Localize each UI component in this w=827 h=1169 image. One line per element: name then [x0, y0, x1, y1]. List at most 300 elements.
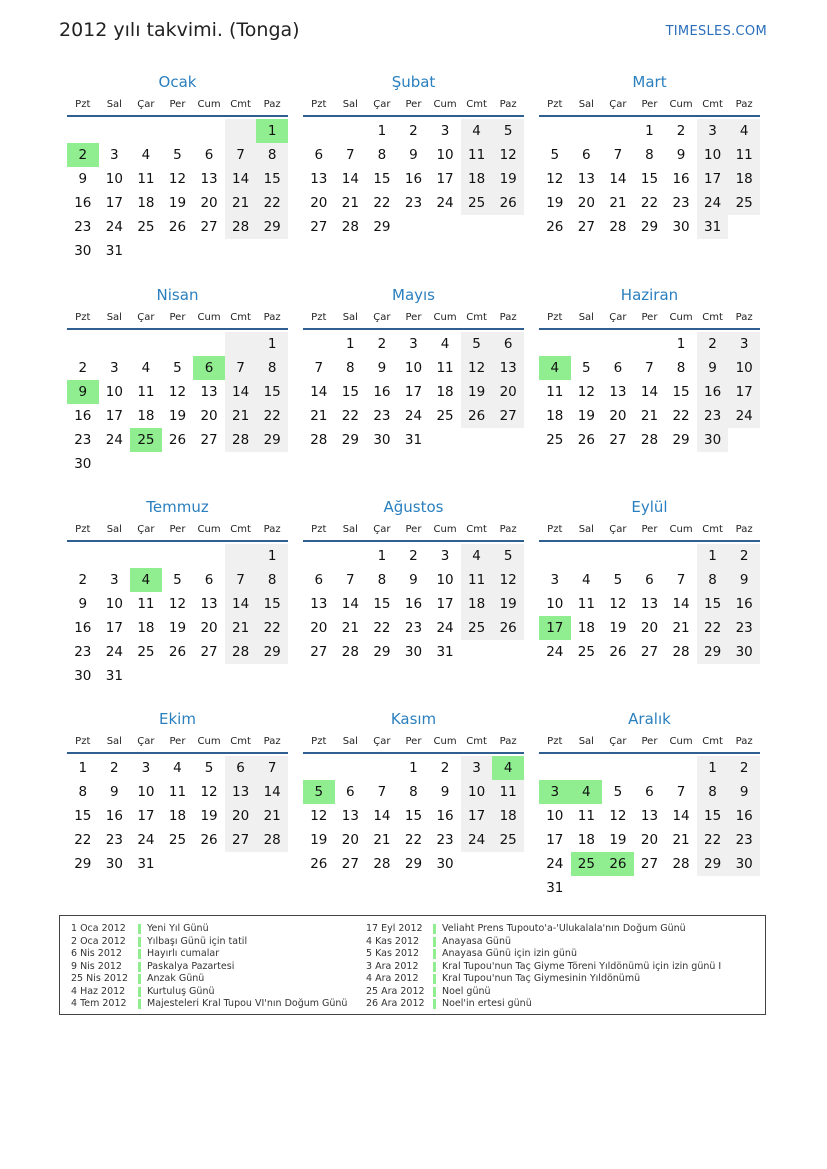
day-cell: 5: [492, 544, 524, 568]
day-cell: 1: [697, 756, 729, 780]
day-cell: 23: [728, 828, 760, 852]
day-cell: 24: [436, 195, 454, 211]
day-cell: 24: [697, 191, 729, 215]
day-cell: 27: [200, 219, 218, 235]
legend-item: [366, 923, 721, 936]
legend-name: Yeni Yıl Günü: [147, 923, 209, 934]
day-cell: 31: [546, 880, 564, 896]
empty-cell: [303, 332, 335, 356]
day-cell: 5: [204, 760, 214, 776]
weekday-label: Sal: [342, 312, 358, 323]
day-cell: 22: [341, 408, 359, 424]
day-cell: 17: [105, 408, 123, 424]
day-cell: 30: [404, 644, 423, 660]
holiday-legend: [59, 915, 766, 1015]
day-cell: 21: [225, 616, 257, 640]
day-cell: 3: [728, 332, 760, 356]
legend-item: [71, 973, 347, 986]
day-cell: 1: [256, 544, 288, 568]
weekday-label: Per: [169, 524, 186, 535]
day-cell: 12: [609, 808, 627, 824]
day-cell: 26: [577, 432, 595, 448]
empty-cell: [366, 756, 398, 780]
day-cell: 15: [672, 384, 690, 400]
day-cell: 1: [78, 760, 88, 776]
day-cell: 27: [200, 644, 218, 660]
holiday-marker-icon: [433, 962, 436, 972]
weekday-label: Pzt: [75, 736, 91, 747]
empty-cell: [225, 119, 257, 143]
day-cell: 1: [409, 760, 418, 776]
day-cell: 1: [645, 123, 654, 139]
day-cell: 30: [436, 856, 454, 872]
brand-link[interactable]: TIMESLES.COM: [665, 24, 767, 39]
day-cell: 14: [341, 596, 359, 612]
empty-cell: [162, 544, 194, 568]
day-cell: 24: [105, 219, 123, 235]
day-cell: 26: [200, 832, 218, 848]
day-cell: 17: [546, 832, 564, 848]
empty-cell: [602, 332, 634, 356]
day-cell: 2: [728, 544, 760, 568]
legend-item: [366, 973, 721, 986]
legend-name: Noel'in ertesi günü: [442, 998, 532, 1009]
day-cell: 7: [225, 356, 257, 380]
weekday-label: Cum: [433, 524, 457, 535]
empty-cell: [130, 544, 162, 568]
empty-cell: [162, 239, 194, 263]
day-cell: 6: [613, 360, 623, 376]
day-cell: 31: [436, 644, 454, 660]
day-cell: 10: [728, 356, 760, 380]
day-cell: 30: [373, 432, 391, 448]
day-grid: [67, 119, 288, 263]
day-cell: 12: [492, 143, 524, 167]
day-cell: 17: [436, 596, 454, 612]
day-cell: 29: [640, 219, 659, 235]
empty-cell: [193, 119, 225, 143]
day-cell: 5: [173, 572, 182, 588]
weekday-label: Sal: [106, 524, 122, 535]
day-cell: 18: [577, 832, 595, 848]
day-cell: 28: [672, 644, 690, 660]
day-cell: 17: [404, 384, 423, 400]
day-cell: 21: [256, 804, 288, 828]
day-cell: 22: [74, 832, 92, 848]
empty-cell: [225, 239, 257, 263]
day-cell: 27: [640, 856, 659, 872]
month-block: [67, 497, 288, 688]
day-cell: 1: [697, 544, 729, 568]
day-cell: 10: [105, 384, 123, 400]
legend-name: Anayasa Günü için izin günü: [442, 948, 577, 959]
day-cell: 16: [672, 171, 690, 187]
day-cell: 28: [373, 856, 391, 872]
day-grid: [539, 119, 760, 239]
day-cell: 28: [672, 856, 690, 872]
weekday-label: Çar: [137, 312, 155, 323]
empty-cell: [256, 852, 288, 876]
empty-cell: [99, 544, 131, 568]
day-cell: 26: [168, 432, 187, 448]
day-cell: 11: [461, 143, 493, 167]
day-cell: 24: [546, 644, 564, 660]
weekday-label: Sal: [578, 736, 594, 747]
legend-name: Kurtuluş Günü: [147, 985, 215, 997]
legend-item: [71, 986, 347, 999]
day-cell: 5: [173, 147, 182, 163]
day-grid: [67, 756, 288, 876]
empty-cell: [492, 215, 524, 239]
weekday-label: Çar: [137, 99, 155, 110]
day-grid: [539, 756, 760, 900]
day-cell: 30: [672, 219, 690, 235]
day-cell: 26: [168, 644, 187, 660]
day-cell: 8: [346, 360, 355, 376]
day-cell: 3: [110, 360, 119, 376]
weekday-label: Per: [169, 736, 186, 747]
weekday-label: Pzt: [547, 99, 563, 110]
day-cell: 19: [492, 167, 524, 191]
empty-cell: [728, 428, 760, 452]
weekday-header: [67, 735, 288, 754]
weekday-header: [303, 98, 524, 117]
legend-name: Paskalya Pazartesi: [147, 960, 235, 972]
legend-item: [366, 948, 721, 961]
day-cell: 26: [310, 856, 328, 872]
empty-cell: [256, 664, 288, 688]
weekday-label: Çar: [373, 99, 391, 110]
empty-cell: [665, 876, 697, 900]
day-cell: 3: [409, 336, 418, 352]
day-cell: 14: [672, 808, 690, 824]
month-name: Aralık: [628, 710, 671, 728]
weekday-label: Cmt: [702, 524, 723, 535]
day-cell: 19: [168, 408, 187, 424]
day-cell: 6: [645, 784, 654, 800]
weekday-label: Çar: [609, 736, 627, 747]
weekday-label: Sal: [578, 99, 594, 110]
weekday-label: Paz: [263, 736, 281, 747]
legend-date: 4 Kas 2012: [366, 935, 420, 947]
empty-cell: [571, 756, 603, 780]
day-cell: 11: [137, 596, 155, 612]
weekday-label: Pzt: [75, 524, 91, 535]
day-cell: 9: [440, 784, 450, 800]
weekday-label: Paz: [735, 736, 753, 747]
day-cell: 17: [105, 195, 123, 211]
day-cell: 18: [137, 620, 155, 636]
day-cell: 10: [436, 572, 454, 588]
day-cell: 26: [492, 191, 524, 215]
day-cell: 12: [200, 784, 218, 800]
day-cell: 16: [373, 384, 391, 400]
weekday-label: Per: [169, 99, 186, 110]
day-cell: 25: [571, 852, 603, 876]
day-cell: 4: [141, 360, 151, 376]
weekday-label: Per: [405, 524, 422, 535]
holiday-marker-icon: [433, 949, 436, 959]
weekday-label: Per: [405, 312, 422, 323]
weekday-header: [303, 523, 524, 542]
day-cell: 12: [168, 596, 187, 612]
holiday-marker-icon: [433, 999, 436, 1009]
weekday-label: Per: [641, 736, 658, 747]
day-cell: 23: [105, 832, 123, 848]
day-cell: 27: [577, 219, 595, 235]
day-cell: 2: [78, 360, 88, 376]
day-cell: 5: [613, 572, 623, 588]
day-cell: 12: [461, 356, 493, 380]
month-block: [303, 497, 524, 664]
empty-cell: [539, 756, 571, 780]
empty-cell: [193, 664, 225, 688]
day-cell: 5: [461, 332, 493, 356]
day-cell: 29: [341, 432, 359, 448]
day-cell: 9: [78, 596, 88, 612]
day-cell: 30: [697, 428, 729, 452]
legend-date: 4 Haz 2012: [71, 985, 126, 997]
month-block: [539, 709, 760, 900]
day-cell: 2: [697, 332, 729, 356]
day-cell: 14: [256, 780, 288, 804]
empty-cell: [303, 756, 335, 780]
day-cell: 25: [546, 432, 564, 448]
weekday-label: Sal: [106, 312, 122, 323]
day-cell: 23: [672, 195, 690, 211]
day-cell: 15: [640, 171, 659, 187]
day-cell: 19: [492, 592, 524, 616]
day-cell: 19: [546, 195, 564, 211]
day-cell: 16: [728, 592, 760, 616]
day-cell: 17: [137, 808, 155, 824]
empty-cell: [539, 332, 571, 356]
day-cell: 10: [461, 780, 493, 804]
empty-cell: [162, 332, 194, 356]
empty-cell: [602, 756, 634, 780]
day-cell: 4: [582, 572, 591, 588]
legend-name: Anzak Günü: [147, 973, 205, 984]
day-cell: 31: [137, 856, 155, 872]
day-cell: 31: [105, 243, 123, 259]
weekday-label: Cum: [197, 524, 221, 535]
month-block: [67, 72, 288, 263]
legend-item: [366, 961, 721, 974]
day-cell: 20: [200, 620, 218, 636]
day-cell: 11: [436, 360, 454, 376]
day-cell: 25: [728, 191, 760, 215]
day-cell: 21: [341, 620, 359, 636]
day-cell: 10: [436, 147, 454, 163]
weekday-header: [303, 311, 524, 330]
weekday-label: Sal: [106, 736, 122, 747]
day-grid: [67, 544, 288, 688]
month-name: Nisan: [156, 286, 199, 304]
day-cell: 24: [436, 620, 454, 636]
day-cell: 9: [78, 171, 88, 187]
empty-cell: [225, 852, 257, 876]
empty-cell: [429, 215, 461, 239]
day-cell: 21: [672, 832, 690, 848]
empty-cell: [193, 239, 225, 263]
weekday-label: Cmt: [702, 312, 723, 323]
day-cell: 29: [697, 640, 729, 664]
day-cell: 18: [137, 195, 155, 211]
empty-cell: [634, 756, 666, 780]
holiday-marker-icon: [433, 937, 436, 947]
day-cell: 30: [74, 668, 92, 684]
day-cell: 9: [409, 572, 418, 588]
empty-cell: [335, 544, 367, 568]
empty-cell: [665, 544, 697, 568]
day-cell: 31: [697, 215, 729, 239]
day-cell: 15: [256, 592, 288, 616]
empty-cell: [67, 332, 99, 356]
weekday-label: Pzt: [75, 312, 91, 323]
empty-cell: [461, 852, 493, 876]
day-cell: 26: [492, 616, 524, 640]
legend-date: 25 Nis 2012: [71, 973, 128, 984]
day-cell: 23: [373, 408, 391, 424]
weekday-header: [303, 735, 524, 754]
day-cell: 30: [728, 640, 760, 664]
day-cell: 14: [672, 596, 690, 612]
day-cell: 4: [571, 780, 603, 804]
day-cell: 16: [728, 804, 760, 828]
day-cell: 2: [377, 336, 387, 352]
day-cell: 19: [310, 832, 328, 848]
day-cell: 13: [640, 808, 659, 824]
day-cell: 19: [200, 808, 218, 824]
day-cell: 2: [78, 572, 88, 588]
day-cell: 1: [256, 119, 288, 143]
day-cell: 29: [256, 215, 288, 239]
legend-date: 17 Eyl 2012: [366, 923, 423, 934]
month-name: Mayıs: [392, 286, 435, 304]
day-cell: 21: [225, 404, 257, 428]
weekday-label: Sal: [342, 99, 358, 110]
empty-cell: [398, 215, 430, 239]
day-cell: 6: [645, 572, 654, 588]
empty-cell: [335, 119, 367, 143]
day-cell: 29: [256, 428, 288, 452]
day-cell: 14: [310, 384, 328, 400]
day-cell: 18: [492, 804, 524, 828]
day-cell: 3: [550, 572, 560, 588]
day-cell: 17: [539, 616, 571, 640]
day-cell: 28: [225, 215, 257, 239]
day-cell: 7: [346, 572, 355, 588]
day-cell: 7: [676, 784, 686, 800]
day-cell: 6: [193, 356, 225, 380]
weekday-label: Cmt: [466, 312, 487, 323]
day-cell: 23: [436, 832, 454, 848]
day-cell: 10: [546, 596, 564, 612]
empty-cell: [225, 332, 257, 356]
day-cell: 2: [728, 756, 760, 780]
day-cell: 6: [314, 147, 324, 163]
day-cell: 23: [74, 432, 92, 448]
day-cell: 2: [440, 760, 450, 776]
day-cell: 20: [200, 408, 218, 424]
day-cell: 2: [110, 760, 119, 776]
weekday-label: Pzt: [311, 524, 327, 535]
day-cell: 4: [173, 760, 182, 776]
day-grid: [67, 332, 288, 476]
day-cell: 6: [225, 756, 257, 780]
day-cell: 3: [110, 572, 119, 588]
empty-cell: [571, 119, 603, 143]
day-cell: 19: [461, 380, 493, 404]
day-cell: 8: [78, 784, 88, 800]
day-cell: 5: [550, 147, 560, 163]
day-cell: 22: [404, 832, 423, 848]
day-cell: 12: [609, 596, 627, 612]
day-cell: 20: [640, 620, 659, 636]
day-cell: 25: [130, 428, 162, 452]
day-grid: [303, 332, 524, 452]
day-cell: 14: [609, 171, 627, 187]
day-cell: 25: [461, 191, 493, 215]
day-cell: 1: [346, 336, 355, 352]
legend-name: Majesteleri Kral Tupou VI'nın Doğum Günü: [147, 998, 348, 1009]
legend-name: Anayasa Günü: [442, 935, 512, 947]
day-cell: 10: [105, 596, 123, 612]
empty-cell: [130, 119, 162, 143]
empty-cell: [539, 119, 571, 143]
day-cell: 14: [341, 171, 359, 187]
day-cell: 18: [168, 808, 187, 824]
day-cell: 10: [137, 784, 155, 800]
empty-cell: [539, 544, 571, 568]
day-cell: 1: [256, 332, 288, 356]
day-cell: 9: [377, 360, 387, 376]
legend-date: 4 Ara 2012: [366, 973, 419, 984]
day-cell: 24: [728, 404, 760, 428]
weekday-header: [539, 735, 760, 754]
weekday-label: Cum: [433, 312, 457, 323]
empty-cell: [193, 332, 225, 356]
day-cell: 22: [373, 620, 391, 636]
day-cell: 11: [168, 784, 187, 800]
weekday-label: Paz: [499, 99, 517, 110]
day-cell: 20: [310, 195, 328, 211]
day-cell: 30: [74, 243, 92, 259]
day-cell: 9: [409, 147, 418, 163]
empty-cell: [162, 852, 194, 876]
day-cell: 18: [577, 620, 595, 636]
day-cell: 28: [225, 428, 257, 452]
empty-cell: [634, 876, 666, 900]
empty-cell: [602, 119, 634, 143]
legend-date: 1 Oca 2012: [71, 923, 126, 934]
day-cell: 13: [310, 171, 328, 187]
day-cell: 21: [672, 620, 690, 636]
weekday-label: Paz: [735, 99, 753, 110]
day-cell: 19: [609, 832, 627, 848]
weekday-label: Paz: [499, 736, 517, 747]
weekday-label: Sal: [578, 312, 594, 323]
empty-cell: [193, 852, 225, 876]
month-block: [67, 285, 288, 476]
empty-cell: [225, 544, 257, 568]
weekday-label: Paz: [263, 99, 281, 110]
day-cell: 25: [168, 832, 187, 848]
empty-cell: [67, 544, 99, 568]
legend-date: 26 Ara 2012: [366, 998, 425, 1009]
day-cell: 6: [314, 572, 324, 588]
day-cell: 9: [67, 380, 99, 404]
